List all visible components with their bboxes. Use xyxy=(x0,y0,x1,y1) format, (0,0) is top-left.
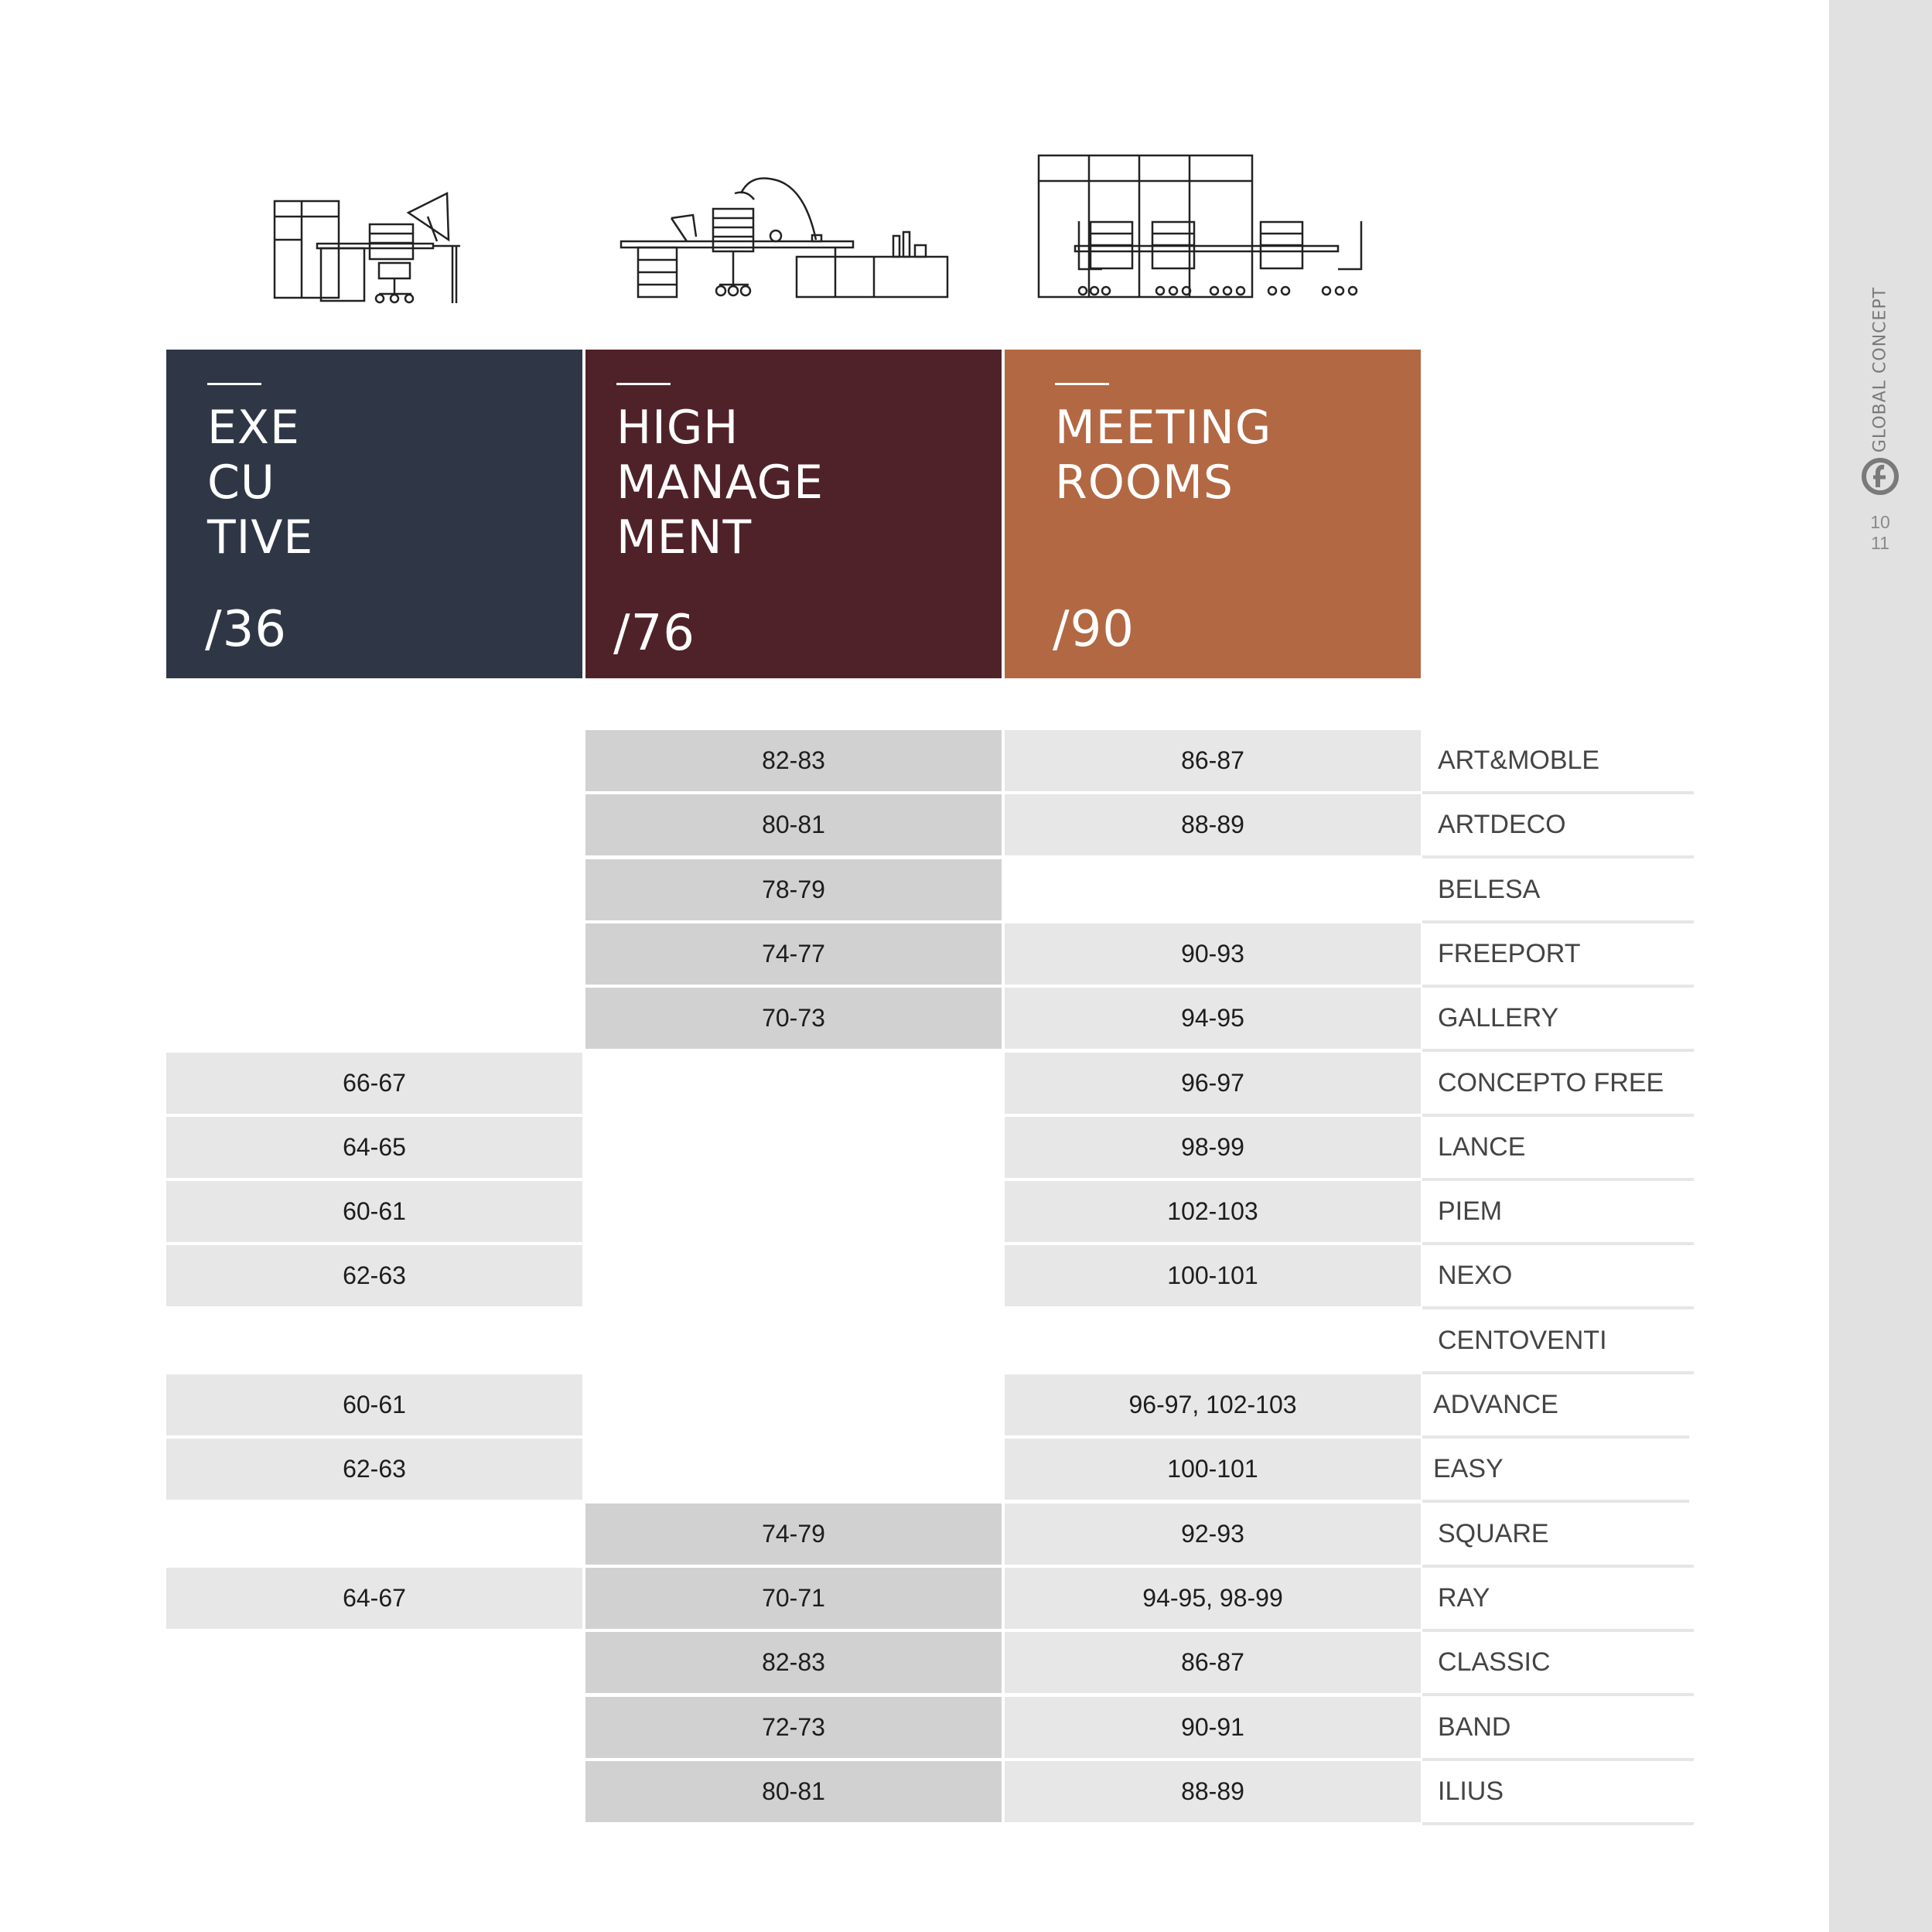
page-ref-high[interactable]: 82-83 xyxy=(585,1632,1002,1693)
page-ref-meeting[interactable]: 96-97 xyxy=(1005,1053,1421,1114)
product-name[interactable]: RAY xyxy=(1422,1568,1694,1632)
product-name[interactable]: CENTOVENTI xyxy=(1422,1310,1694,1374)
page-ref-meeting[interactable]: 90-93 xyxy=(1005,923,1421,985)
product-name[interactable]: ARTDECO xyxy=(1422,794,1694,858)
page-ref-meeting[interactable]: 102-103 xyxy=(1005,1181,1421,1242)
page-ref-meeting[interactable]: 100-101 xyxy=(1005,1245,1421,1306)
meeting-room-illustration xyxy=(1036,153,1369,302)
title-line: HIGH xyxy=(616,401,739,455)
product-name[interactable]: ILIUS xyxy=(1422,1761,1694,1825)
category-title xyxy=(207,401,313,565)
category-dash xyxy=(1055,383,1109,385)
page-ref-high[interactable]: 74-77 xyxy=(585,923,1002,985)
page-number-left: 10 xyxy=(1870,512,1890,532)
page-ref-high[interactable]: 80-81 xyxy=(585,794,1002,855)
category-page: /90 xyxy=(1053,601,1135,658)
page-ref-meeting[interactable]: 88-89 xyxy=(1005,1761,1421,1822)
page-ref-meeting[interactable]: 98-99 xyxy=(1005,1117,1421,1178)
page-ref-meeting[interactable]: 100-101 xyxy=(1005,1439,1421,1500)
high-management-desk-illustration xyxy=(619,170,951,302)
page-number-right: 11 xyxy=(1871,533,1889,553)
page-ref-meeting[interactable]: 90-91 xyxy=(1005,1697,1421,1758)
page-ref-high[interactable]: 78-79 xyxy=(585,859,1002,920)
page-ref-executive[interactable]: 62-63 xyxy=(166,1439,582,1500)
page-ref-high[interactable]: 70-71 xyxy=(585,1568,1002,1629)
product-name[interactable]: GALLERY xyxy=(1422,988,1694,1052)
product-name[interactable]: NEXO xyxy=(1422,1245,1694,1309)
page-ref-meeting[interactable]: 96-97, 102-103 xyxy=(1005,1374,1421,1435)
category-meeting-rooms[interactable] xyxy=(1005,350,1421,678)
product-name[interactable]: FREEPORT xyxy=(1422,923,1694,988)
category-high-management[interactable] xyxy=(585,350,1002,678)
category-dash xyxy=(207,383,261,385)
page-ref-meeting[interactable]: 86-87 xyxy=(1005,1632,1421,1693)
page-ref-meeting[interactable]: 92-93 xyxy=(1005,1504,1421,1565)
product-name[interactable]: EASY xyxy=(1422,1439,1689,1503)
product-name[interactable]: SQUARE xyxy=(1422,1504,1694,1568)
page-ref-high[interactable]: 82-83 xyxy=(585,730,1002,791)
page-ref-meeting[interactable]: 94-95 xyxy=(1005,988,1421,1049)
page-ref-high[interactable]: 70-73 xyxy=(585,988,1002,1049)
title-line: ROOMS xyxy=(1055,456,1234,510)
page-ref-high[interactable]: 72-73 xyxy=(585,1697,1002,1758)
title-line: EXE xyxy=(207,401,300,455)
executive-desk-illustration xyxy=(271,186,472,309)
page-ref-high[interactable]: 74-79 xyxy=(585,1504,1002,1565)
title-line: MENT xyxy=(616,510,753,565)
product-name[interactable]: BELESA xyxy=(1422,859,1694,923)
product-name[interactable]: CONCEPTO FREE xyxy=(1422,1053,1694,1117)
page-numbers xyxy=(1862,512,1898,554)
page-ref-executive[interactable]: 60-61 xyxy=(166,1374,582,1435)
category-page: /76 xyxy=(613,605,695,662)
page-ref-meeting[interactable]: 86-87 xyxy=(1005,730,1421,791)
product-name[interactable]: ADVANCE xyxy=(1422,1374,1689,1439)
title-line: CU xyxy=(207,456,275,510)
page-ref-executive[interactable]: 64-67 xyxy=(166,1568,582,1629)
title-line: MEETING xyxy=(1055,401,1272,455)
category-title xyxy=(616,401,824,565)
page-ref-executive[interactable]: 62-63 xyxy=(166,1245,582,1306)
page-ref-executive[interactable]: 64-65 xyxy=(166,1117,582,1178)
concepto-logo-icon xyxy=(1860,456,1900,497)
product-name[interactable]: CLASSIC xyxy=(1422,1632,1694,1696)
page-ref-executive[interactable]: 66-67 xyxy=(166,1053,582,1114)
title-line: TIVE xyxy=(207,510,314,565)
sidebar-title: GLOBAL CONCEPT xyxy=(1870,286,1890,453)
product-name[interactable]: BAND xyxy=(1422,1697,1694,1761)
page-ref-high[interactable]: 80-81 xyxy=(585,1761,1002,1822)
category-dash xyxy=(616,383,671,385)
product-name[interactable]: ART&MOBLE xyxy=(1422,730,1694,794)
page-ref-executive[interactable]: 60-61 xyxy=(166,1181,582,1242)
category-title xyxy=(1055,401,1272,510)
page-ref-meeting[interactable]: 94-95, 98-99 xyxy=(1005,1568,1421,1629)
page-ref-meeting[interactable]: 88-89 xyxy=(1005,794,1421,855)
category-executive[interactable] xyxy=(166,350,582,678)
category-page: /36 xyxy=(205,601,287,658)
product-name[interactable]: PIEM xyxy=(1422,1181,1694,1245)
title-line: MANAGE xyxy=(616,456,824,510)
product-name[interactable]: LANCE xyxy=(1422,1117,1694,1181)
